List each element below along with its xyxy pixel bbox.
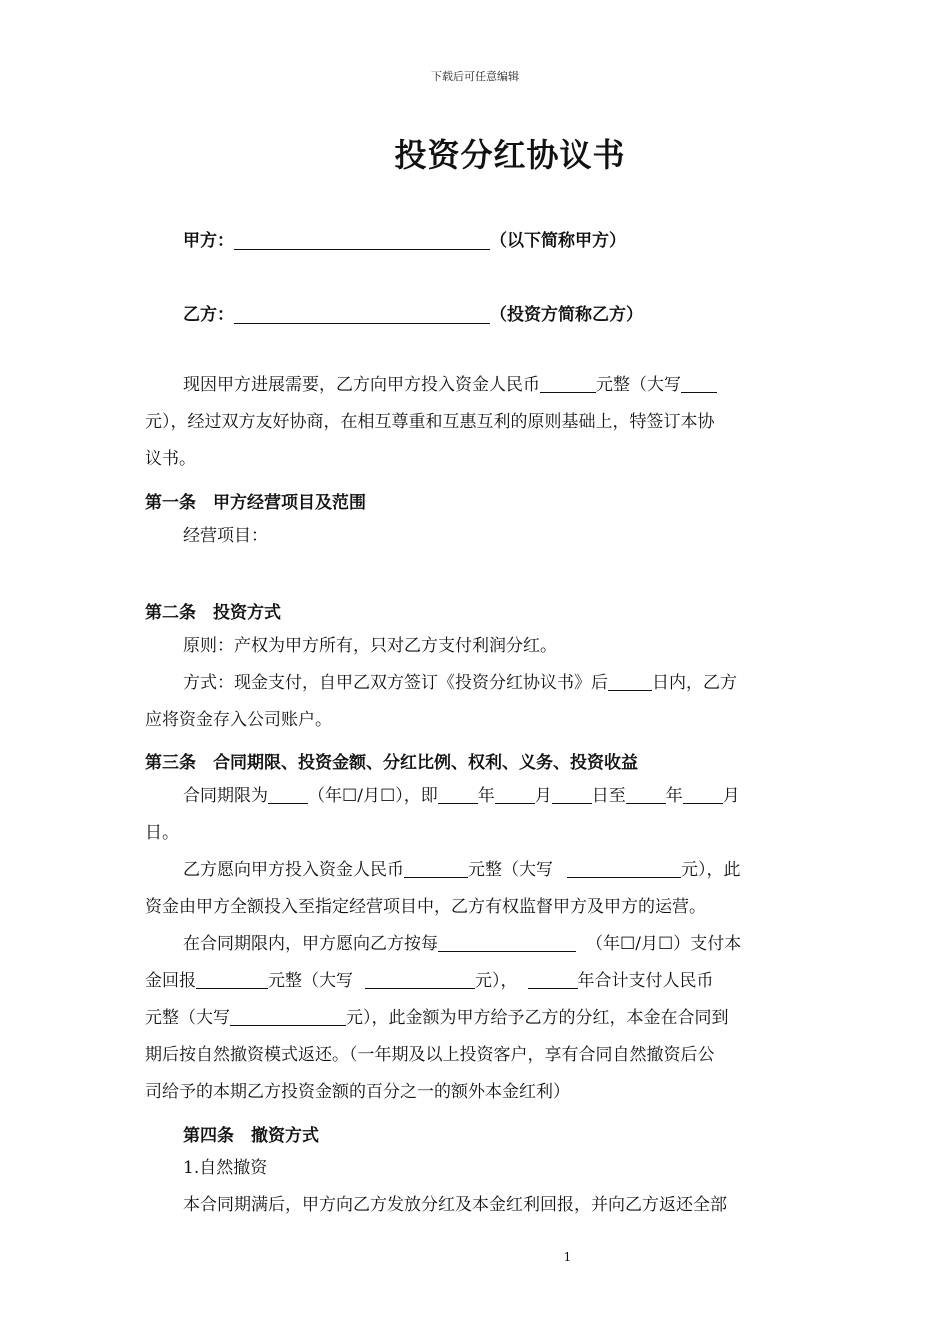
party-b-blank xyxy=(234,305,490,324)
return-text: 元），此金额为甲方给予乙方的分红，本金在合同到 xyxy=(346,1008,729,1028)
party-a-line xyxy=(183,226,626,251)
return-text: 元整（大写 xyxy=(145,1008,230,1028)
party-a-label: 甲方： xyxy=(183,231,234,251)
term-blank xyxy=(268,786,308,804)
article-3-term xyxy=(183,778,740,815)
article-3-term-end: 日。 xyxy=(145,823,179,843)
intro-line-1 xyxy=(183,367,717,404)
party-b-suffix: （投资方简称乙方） xyxy=(490,305,643,325)
article-3-return xyxy=(183,926,741,963)
article-1-item: 经营项目： xyxy=(183,526,268,546)
intro-line-3: 议书。 xyxy=(145,449,196,469)
investment-text: 元），此 xyxy=(681,860,741,880)
month-blank xyxy=(683,786,723,804)
article-3-return-5: 司给予的本期乙方投资金额的百分之一的额外本金红利） xyxy=(145,1082,570,1102)
term-text: 月 xyxy=(722,786,740,806)
article-1-heading: 第一条 甲方经营项目及范围 xyxy=(145,493,366,513)
article-3-return-3 xyxy=(145,1000,729,1037)
header-note: 下载后可任意编辑 xyxy=(431,70,519,83)
years-blank xyxy=(528,971,578,989)
party-a-blank xyxy=(234,231,490,250)
intro-text: 元整（大写 xyxy=(596,375,681,395)
article-4-paragraph: 本合同期满后，甲方向乙方发放分红及本金红利回报，并向乙方返还全部 xyxy=(183,1195,727,1215)
return-text: 元）， xyxy=(475,971,518,991)
day-blank xyxy=(552,786,592,804)
article-2-method xyxy=(183,665,737,702)
return-words-blank xyxy=(365,971,475,989)
return-amount-blank xyxy=(196,971,268,989)
intro-text: 现因甲方进展需要，乙方向甲方投入资金人民币 xyxy=(183,375,540,395)
days-blank xyxy=(608,673,652,691)
party-b-line xyxy=(183,300,643,325)
investment-words-blank xyxy=(567,860,681,878)
term-text: 合同期限为 xyxy=(183,786,268,806)
term-text: 日至 xyxy=(591,786,626,806)
term-text: 年 xyxy=(665,786,683,806)
amount-blank xyxy=(540,375,596,393)
intro-line-2: 元），经过双方友好协商，在相互尊重和互惠互利的原则基础上，特签订本协 xyxy=(145,412,715,432)
term-text: 年 xyxy=(477,786,495,806)
total-words-blank xyxy=(230,1008,346,1026)
article-3-investment xyxy=(183,852,741,889)
method-text: 日内，乙方 xyxy=(652,673,737,693)
party-b-label: 乙方： xyxy=(183,305,234,325)
investment-text: 乙方愿向甲方投入资金人民币 xyxy=(183,860,404,880)
article-2-method-cont: 应将资金存入公司账户。 xyxy=(145,710,332,730)
term-text: 月 xyxy=(534,786,552,806)
article-3-return-4: 期后按自然撤资模式返还。（一年期及以上投资客户，享有合同自然撤资后公 xyxy=(145,1045,715,1065)
year-blank xyxy=(626,786,666,804)
month-blank xyxy=(495,786,535,804)
article-2-heading: 第二条 投资方式 xyxy=(145,603,281,623)
article-4-subheading: 1.自然撤资 xyxy=(183,1158,268,1178)
investment-text: 元整（大写 xyxy=(468,860,553,880)
article-3-heading: 第三条 合同期限、投资金额、分红比例、权利、义务、投资收益 xyxy=(145,753,638,773)
return-text: （年☐/月☐）支付本 xyxy=(586,934,742,954)
article-3-return-2 xyxy=(145,963,714,1000)
amount-words-blank xyxy=(681,375,717,393)
article-3-investment-cont: 资金由甲方全额投入至指定经营项目中，乙方有权监督甲方及甲方的运营。 xyxy=(145,897,706,917)
period-blank xyxy=(438,934,576,952)
return-text: 年合计支付人民币 xyxy=(577,971,714,991)
investment-amount-blank xyxy=(404,860,468,878)
year-blank xyxy=(438,786,478,804)
method-text: 方式：现金支付，自甲乙双方签订《投资分红协议书》后 xyxy=(183,673,608,693)
article-2-principle: 原则：产权为甲方所有，只对乙方支付利润分红。 xyxy=(183,636,557,656)
article-4-heading: 第四条 撤资方式 xyxy=(183,1126,319,1146)
return-text: 金回报 xyxy=(145,971,196,991)
term-text: （年☐/月☐），即 xyxy=(308,786,438,806)
return-text: 元整（大写 xyxy=(268,971,353,991)
return-text: 在合同期限内，甲方愿向乙方按每 xyxy=(183,934,438,954)
page-number: 1 xyxy=(563,1250,572,1264)
document-title: 投资分红协议书 xyxy=(394,136,626,174)
party-a-suffix: （以下简称甲方） xyxy=(490,231,626,251)
